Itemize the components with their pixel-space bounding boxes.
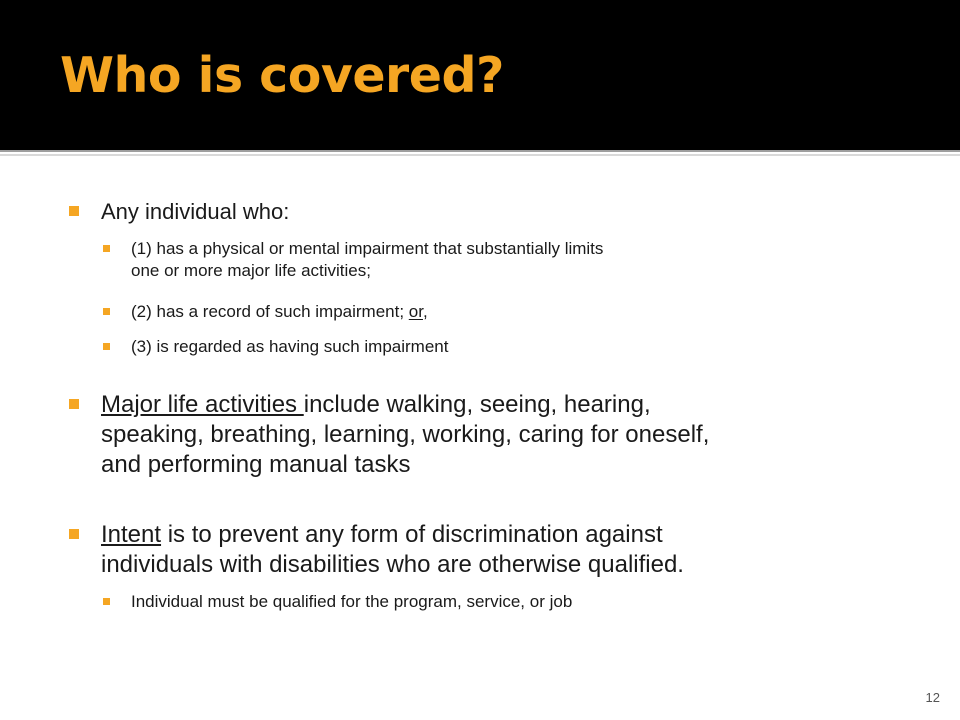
bullet-major-life-line1 xyxy=(101,390,651,419)
bullet-intent-line1 xyxy=(101,520,663,549)
sub-bullet-1-line2: one or more major life activities; xyxy=(131,261,371,280)
sub-bullet-2-underlined: or xyxy=(408,302,423,321)
intent-rest: is to prevent any form of discrimination against xyxy=(161,521,663,548)
square-bullet-icon xyxy=(103,598,110,605)
square-bullet-icon xyxy=(103,308,110,315)
sub-bullet-1-line1: (1) has a physical or mental impairment that substantially limits xyxy=(131,239,604,258)
major-life-activities-rest: include walking, seeing, hearing, xyxy=(303,391,651,418)
sub-bullet-3: (3) is regarded as having such impairment xyxy=(131,337,449,356)
sub-bullet-2-tail: , xyxy=(422,302,428,321)
square-bullet-icon xyxy=(103,245,110,252)
bullet-intent-line2: individuals with disabilities who are otherwise qualified. xyxy=(101,551,684,578)
slide-page-number: 12 xyxy=(925,690,940,705)
square-bullet-icon xyxy=(103,343,110,350)
square-bullet-icon xyxy=(69,206,79,216)
sub-bullet-2 xyxy=(131,301,428,323)
square-bullet-icon xyxy=(69,529,79,539)
bullet-any-individual: Any individual who: xyxy=(101,199,290,224)
slide-title: Who is covered? xyxy=(60,47,504,104)
intent-term: Intent xyxy=(101,521,162,548)
bullet-major-life-line3: and performing manual tasks xyxy=(101,451,411,478)
major-life-activities-term: Major life activities xyxy=(101,391,304,418)
sub-bullet-2-text: (2) has a record of such impairment; xyxy=(131,302,409,321)
square-bullet-icon xyxy=(69,399,79,409)
sub-bullet-qualified: Individual must be qualified for the program, service, or job xyxy=(131,592,573,611)
bullet-major-life-line2: speaking, breathing, learning, working, caring for oneself, xyxy=(101,421,710,448)
